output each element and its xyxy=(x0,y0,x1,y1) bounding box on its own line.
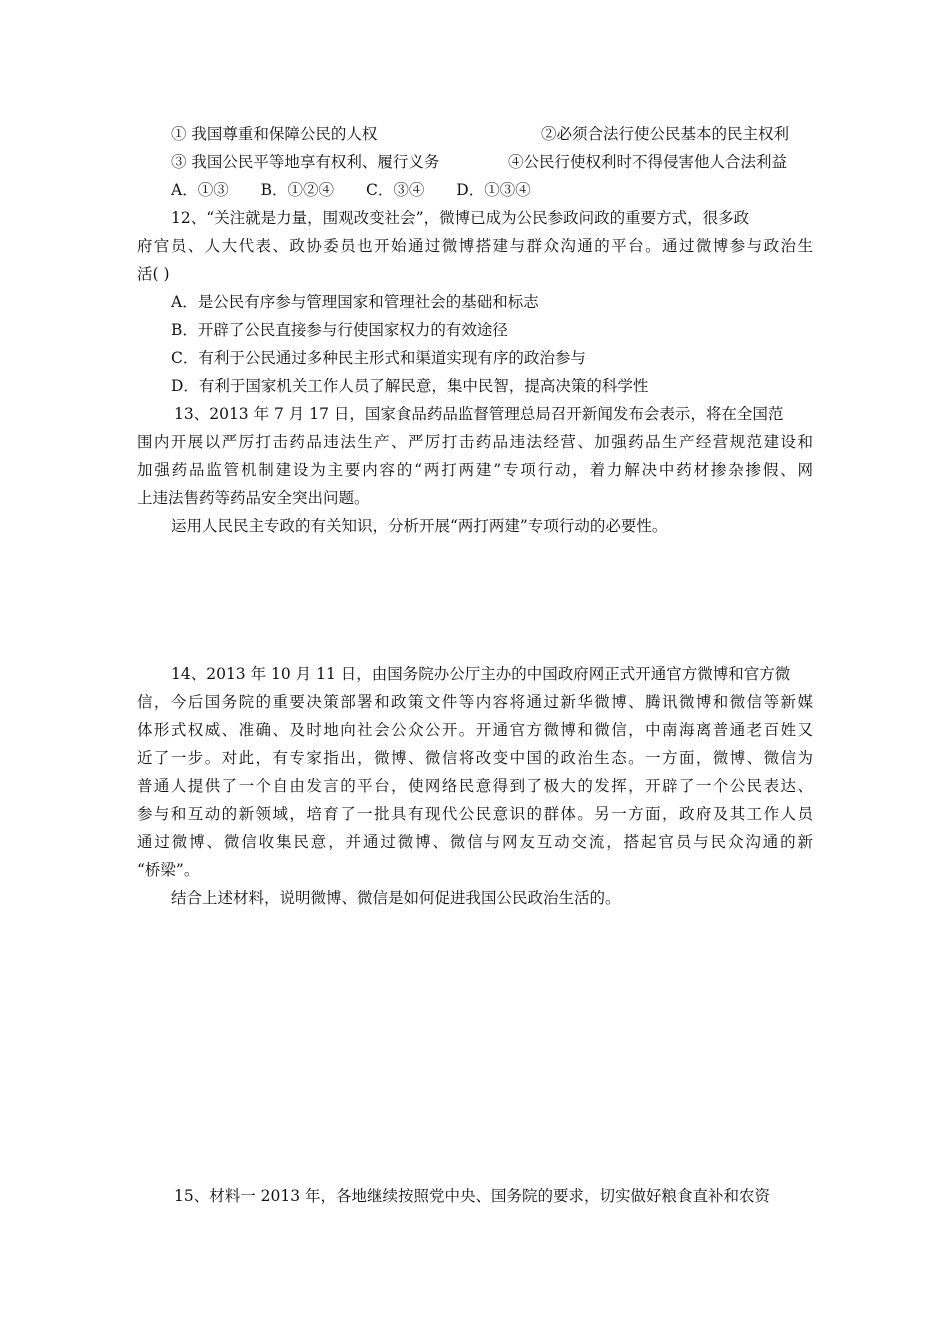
q13-line-2: 围内开展以严厉打击药品违法生产、严厉打击药品违法经营、加强药品生产经营规范建设和 xyxy=(137,433,813,451)
q15-line-1: 15、材料一 2013 年，各地继续按照党中央、国务院的要求，切实做好粮食直补和农资 xyxy=(174,1187,771,1205)
q12-option-b: B．开辟了公民直接参与行使国家权力的有效途径 xyxy=(171,321,508,339)
q11-options xyxy=(171,180,558,200)
q14-line-8: “桥梁”。 xyxy=(137,861,200,879)
q11-statement-2: ②必须合法行使公民基本的民主权利 xyxy=(541,125,790,143)
q14-line-1: 14、2013 年 10 月 11 日，由国务院办公厅主办的中国政府网正式开通官方微博和官方微 xyxy=(171,665,791,683)
q11-option-a: A．①③ xyxy=(171,181,229,199)
q14-question: 结合上述材料，说明微博、微信是如何促进我国公民政治生活的。 xyxy=(171,889,621,907)
q12-option-a: A．是公民有序参与管理国家和管理社会的基础和标志 xyxy=(171,293,539,311)
q11-statement-1: ① 我国尊重和保障公民的人权 xyxy=(171,125,378,143)
q12-stem-line-3: 活( ) xyxy=(137,265,170,283)
q14-line-4: 近了一步。对此，有专家指出，微博、微信将改变中国的政治生态。一方面，微博、微信为 xyxy=(137,749,813,767)
q12-option-c: C．有利于公民通过多种民主形式和渠道实现有序的政治参与 xyxy=(171,349,586,367)
q12-option-d: D．有利于国家机关工作人员了解民意，集中民智，提高决策的科学性 xyxy=(171,377,649,395)
q14-line-5: 普通人提供了一个自由发言的平台，使网络民意得到了极大的发挥，开辟了一个公民表达、 xyxy=(137,777,813,795)
q11-option-b: B．①②④ xyxy=(260,181,335,199)
q14-line-2: 信，今后国务院的重要决策部署和政策文件等内容将通过新华微博、腾讯微博和微信等新媒 xyxy=(137,693,813,711)
q13-line-3: 加强药品监管机制建设为主要内容的“两打两建”专项行动，着力解决中药材掺杂掺假、网 xyxy=(137,461,813,479)
q14-line-7: 通过微博、微信收集民意，并通过微博、微信与网友互动交流，搭起官员与民众沟通的新 xyxy=(137,833,813,851)
q14-line-3: 体形式权威、准确、及时地向社会公众公开。开通官方微博和微信，中南海离普通老百姓又 xyxy=(137,721,813,739)
q12-stem-line-2: 府官员、人大代表、政协委员也开始通过微博搭建与群众沟通的平台。通过微博参与政治生 xyxy=(137,237,813,255)
q13-line-4: 上违法售药等药品安全突出问题。 xyxy=(137,489,370,507)
q11-option-c: C．③④ xyxy=(365,181,425,199)
q14-line-6: 参与和互动的新领域，培育了一批具有现代公民意识的群体。另一方面，政府及其工作人员 xyxy=(137,805,813,823)
q13-question: 运用人民民主专政的有关知识，分析开展“两打两建”专项行动的必要性。 xyxy=(171,517,668,535)
q12-stem-line-1: 12、“关注就是力量，围观改变社会”，微博已成为公民参政问政的重要方式，很多政 xyxy=(171,209,750,227)
q11-option-d: D．①③④ xyxy=(456,181,531,199)
q11-statement-3: ③ 我国公民平等地享有权利、履行义务 xyxy=(171,153,440,171)
q11-statement-4: ④公民行使权利时不得侵害他人合法利益 xyxy=(508,153,788,171)
q13-line-1: 13、2013 年 7 月 17 日，国家食品药品监督管理总局召开新闻发布会表示，将在全国范 xyxy=(174,405,784,423)
